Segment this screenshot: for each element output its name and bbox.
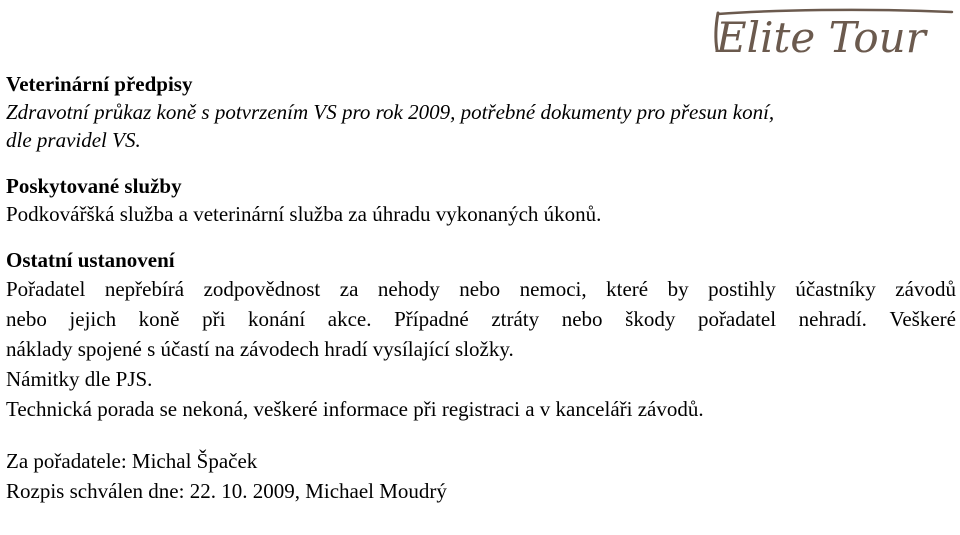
veterinary-line-1: Zdravotní průkaz koně s potvrzením VS pro rok 2009, potřebné dokumenty pro přesun koní, — [6, 100, 775, 124]
elite-tour-logo-art — [712, 4, 958, 66]
other-line-2 — [6, 304, 956, 334]
other-line-5: Technická porada se nekoná, veškeré informace při registraci a v kanceláři závodů. — [6, 397, 704, 421]
elite-tour-logo — [712, 4, 958, 66]
other-line-1-word: Pořadatel — [6, 277, 86, 301]
other-line-2-word: ztráty — [491, 307, 540, 331]
other-line-1 — [6, 274, 956, 304]
other-line-2-word: nebo — [561, 307, 603, 331]
other-line-2-word: Případné — [394, 307, 469, 331]
other-line-1-word: za — [339, 277, 359, 301]
other-line-2-word: Veškeré — [889, 307, 956, 331]
other-line-2-word: nehradí. — [798, 307, 867, 331]
other-line-2-word: koně — [138, 307, 180, 331]
veterinary-heading: Veterinární předpisy — [6, 72, 193, 96]
approval-line: Rozpis schválen dne: 22. 10. 2009, Michael Moudrý — [6, 479, 447, 503]
organizer-line: Za pořadatele: Michal Špaček — [6, 449, 258, 473]
other-line-1-word: nehody — [377, 277, 440, 301]
other-line-2-word: škody — [625, 307, 676, 331]
services-section — [6, 172, 956, 228]
veterinary-section — [6, 70, 956, 154]
veterinary-line-2: dle pravidel VS. — [6, 128, 141, 152]
other-line-1-word: závodů — [895, 277, 956, 301]
other-line-1-word: postihly — [708, 277, 776, 301]
other-section — [6, 246, 956, 424]
document-body — [6, 70, 956, 506]
other-line-2-word: pořadatel — [697, 307, 777, 331]
other-heading: Ostatní ustanovení — [6, 248, 175, 272]
other-line-2-word: konání — [248, 307, 306, 331]
services-line-1: Podkovářšká služba a veterinární služba za úhradu vykonaných úkonů. — [6, 202, 602, 226]
other-line-1-word: které — [606, 277, 649, 301]
other-line-2-word: jejich — [69, 307, 117, 331]
other-line-2-word: akce. — [327, 307, 372, 331]
other-line-3: náklady spojené s účastí na závodech hradí vysílající složky. — [6, 337, 514, 361]
other-line-1-word: nebo — [459, 277, 501, 301]
other-line-1-word: účastníky — [795, 277, 876, 301]
other-line-1-word: zodpovědnost — [203, 277, 321, 301]
other-line-2-word: při — [202, 307, 226, 331]
footer-section — [6, 446, 956, 506]
other-line-4: Námitky dle PJS. — [6, 367, 153, 391]
services-heading: Poskytované služby — [6, 174, 182, 198]
other-line-1-word: nemoci, — [519, 277, 587, 301]
other-line-2-word: nebo — [6, 307, 47, 331]
other-line-1-word: by — [667, 277, 689, 301]
other-line-1-word: nepřebírá — [104, 277, 185, 301]
logo-wordmark: Elite Tour — [716, 13, 926, 62]
